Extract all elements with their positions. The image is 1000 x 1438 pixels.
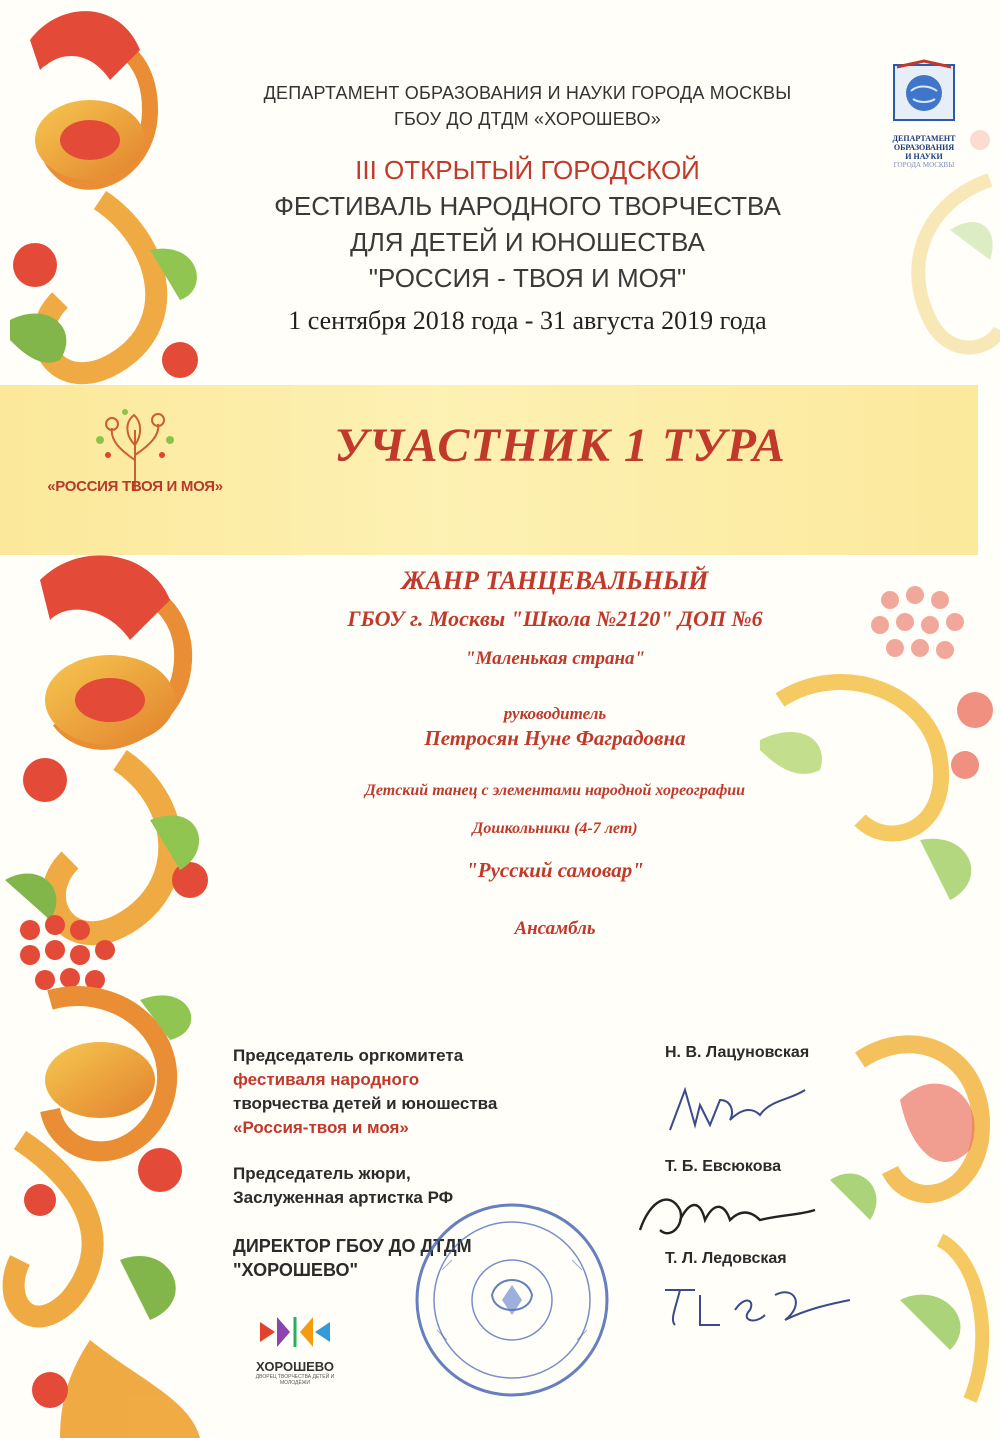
group-name: "Маленькая страна" bbox=[464, 648, 646, 669]
festival-line-1: ОТКРЫТЫЙ ГОРОДСКОЙ bbox=[376, 155, 700, 185]
department-logo bbox=[878, 55, 970, 185]
department-line-1: ДЕПАРТАМЕНТ ОБРАЗОВАНИЯ И НАУКИ ГОРОДА МОСКВЫ bbox=[263, 83, 792, 103]
age-group: Дошкольники (4-7 лет) bbox=[472, 820, 638, 837]
khoroshevo-emblem-icon bbox=[255, 1312, 335, 1352]
festival-edition: III bbox=[355, 155, 377, 185]
official-stamp bbox=[412, 1200, 612, 1400]
leader-label: руководитель bbox=[503, 704, 607, 723]
dance-type: Детский танец с элементами народной хореографии bbox=[364, 782, 746, 799]
festival-dates: 1 сентября 2018 года - 31 августа 2019 года bbox=[288, 306, 767, 335]
chair-name: Н. В. Лацуновская bbox=[665, 1044, 810, 1061]
award-title: УЧАСТНИК 1 ТУРА bbox=[334, 419, 786, 472]
leader-name: Петросян Нуне Фаградовна bbox=[424, 726, 686, 750]
festival-title bbox=[215, 152, 840, 296]
festival-logo-text: «РОССИЯ ТВОЯ И МОЯ» bbox=[47, 478, 223, 495]
director-name: Т. Л. Ледовская bbox=[665, 1250, 787, 1267]
department-line-2: ГБОУ ДО ДТДМ «ХОРОШЕВО» bbox=[394, 109, 661, 129]
khokhloma-ornament-left bbox=[0, 0, 215, 1438]
chair-signature bbox=[660, 1080, 810, 1140]
festival-line-4: "РОССИЯ - ТВОЯ И МОЯ" bbox=[368, 263, 687, 293]
certificate-header bbox=[215, 80, 840, 336]
piece-title: "Русский самовар" bbox=[466, 858, 644, 882]
department-logo-city: ГОРОДА МОСКВЫ bbox=[893, 161, 955, 169]
khoroshevo-logo-subtitle: ДВОРЕЦ ТВОРЧЕСТВА ДЕТЕЙ И МОЛОДЁЖИ bbox=[255, 1374, 335, 1386]
department-logo-caption: ДЕПАРТАМЕНТ ОБРАЗОВАНИЯ И НАУКИ bbox=[892, 134, 956, 161]
chair-title: Председатель оргкомитета фестиваля народного творчества детей и юношества «Россия-твоя и моя» bbox=[233, 1046, 498, 1137]
director-signature bbox=[655, 1275, 855, 1335]
khoroshevo-logo-name: ХОРОШЕВО bbox=[256, 1359, 334, 1374]
school-name: ГБОУ г. Москвы "Школа №2120" ДОП №6 bbox=[347, 606, 763, 631]
jury-title: Председатель жюри, Заслуженная артистка РФ bbox=[233, 1164, 454, 1207]
khoroshevo-logo bbox=[250, 1312, 340, 1392]
genre: ЖАНР ТАНЦЕВАЛЬНЫЙ bbox=[401, 566, 709, 595]
director-title: ДИРЕКТОР ГБОУ ДО ДТДМ "ХОРОШЕВО" bbox=[233, 1236, 472, 1280]
category: Ансамбль bbox=[514, 918, 596, 939]
book-globe-icon bbox=[889, 55, 959, 125]
festival-line-3: ДЛЯ ДЕТЕЙ И ЮНОШЕСТВА bbox=[350, 227, 705, 257]
festival-line-2: ФЕСТИВАЛЬ НАРОДНОГО ТВОРЧЕСТВА bbox=[274, 191, 781, 221]
jury-name: Т. Б. Евсюкова bbox=[665, 1158, 782, 1175]
jury-signature bbox=[630, 1180, 820, 1250]
